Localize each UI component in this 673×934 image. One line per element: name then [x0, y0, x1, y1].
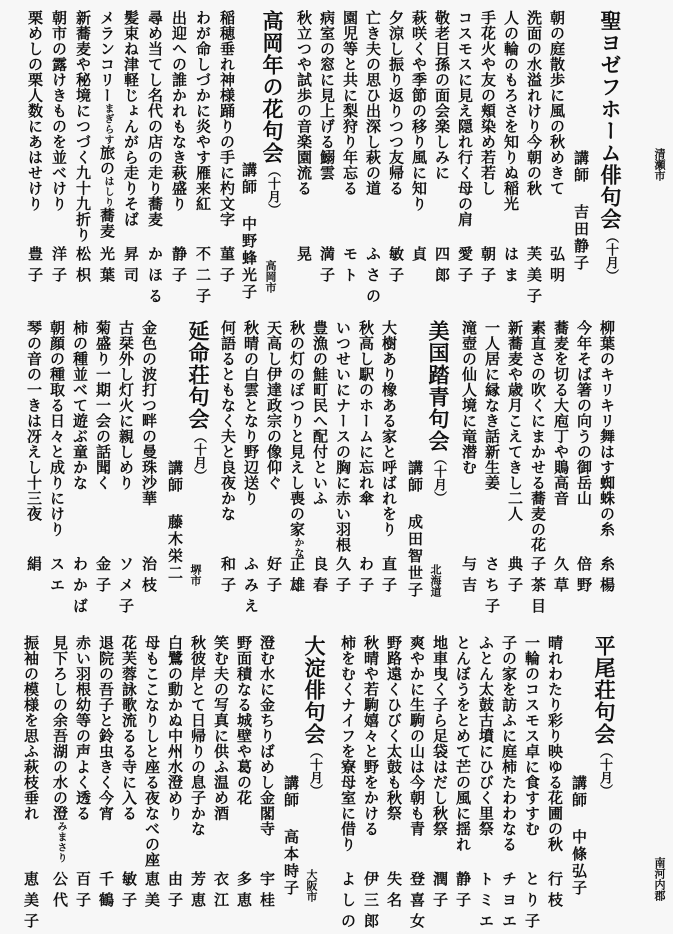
poem-text: 見下ろしの余吾湖の水の澄 — [51, 635, 69, 821]
poem-ruby: はしり — [102, 176, 113, 208]
teacher-label: 講師 — [572, 150, 590, 184]
band-bottom — [0, 635, 673, 934]
poem — [138, 320, 160, 598]
title-month: （十月） — [603, 230, 618, 282]
teacher-name: 吉田静子 — [572, 204, 590, 272]
poem-author: 豊子 — [26, 246, 44, 288]
poem-author: トミエ — [477, 871, 495, 934]
poem-author: ふみえ — [242, 556, 260, 619]
poem-text: 大樹あり橡ある家と呼ばれをり — [380, 320, 398, 537]
poem-text: 柿をむくナイフを寮母室に借り — [339, 635, 357, 852]
section-title-oyodo — [300, 635, 328, 797]
teacher-line — [568, 775, 590, 897]
teacher-line — [164, 460, 186, 582]
poem-text: 子の家を訪ふに庭柿たわわなる — [500, 635, 518, 852]
poem-text: 萩咲くや季節の移り風に知り — [410, 10, 428, 212]
teacher-line — [238, 162, 260, 301]
poem-text: 蕎麦 — [98, 207, 116, 239]
poem — [69, 320, 91, 619]
poem-author: 恵美 — [143, 871, 161, 913]
poem-author: 晃 — [295, 246, 313, 267]
poem — [527, 320, 549, 619]
poem-author: 行枝 — [546, 871, 564, 913]
poem-author: 倍野 — [575, 556, 593, 598]
poem-author: 敏子 — [387, 246, 405, 288]
poem-author: 宇桂 — [258, 871, 276, 913]
poem-author: わかば — [71, 556, 89, 619]
poem — [263, 320, 285, 598]
poem-text: 柿の種並べて遊ぶ童かな — [71, 320, 89, 491]
poem — [72, 635, 94, 913]
poem-text: 秋立つや試歩の音楽園流る — [295, 10, 313, 196]
poem-author: 不二子 — [194, 246, 212, 309]
poem — [49, 635, 71, 913]
poem — [120, 10, 142, 288]
poem — [596, 320, 618, 598]
teacher-name: 中條弘子 — [570, 829, 588, 897]
poem-text: コスモスに見え隠れ行く母の肩 — [456, 10, 474, 227]
poem-text: 菊盛り一期一会の話聞く — [94, 320, 112, 491]
poem — [164, 635, 186, 913]
poem — [216, 10, 238, 288]
title-month: （十月） — [265, 164, 280, 216]
poem — [406, 635, 428, 934]
poem-small: かな — [292, 537, 303, 558]
poem — [573, 320, 595, 598]
poem — [544, 635, 566, 913]
band-middle — [0, 320, 673, 620]
poem-text: 秋晴の白雲となり野辺送り — [242, 320, 260, 506]
poem-author: よしの — [339, 871, 357, 934]
poem-text: 振袖の模様を思ふ萩枝垂れ — [22, 635, 40, 821]
poem — [141, 635, 163, 913]
place-label: 南河内郡 — [653, 857, 666, 901]
poem-author: 与吉 — [460, 556, 478, 598]
poem-author: 敏子 — [120, 871, 138, 913]
poem-author: 失名 — [385, 871, 403, 913]
poem-text: 何語るともなく夫と良夜かな — [219, 320, 237, 522]
poem-author: 良春 — [311, 556, 329, 598]
place-label: 大阪市 — [305, 869, 318, 902]
poem-author: 伊三郎 — [362, 871, 380, 934]
section-title-takaoka — [258, 10, 286, 216]
poem — [23, 320, 45, 577]
poem — [168, 10, 190, 288]
poem-text: 尋め当てし名代の店の走り蕎麦 — [146, 10, 164, 227]
poem-author: 久草 — [552, 556, 570, 598]
teacher-name: 成田智世子 — [406, 514, 424, 599]
poem — [550, 320, 572, 598]
poem — [454, 10, 476, 288]
poem-author: 静子 — [170, 246, 188, 288]
place-label: 北海道 — [429, 564, 442, 597]
poem-author: ソメ子 — [117, 556, 135, 619]
poem-author: 和子 — [219, 556, 237, 598]
poem-text: 退院の吾子と鈴虫きく今宵 — [97, 635, 115, 821]
poem-text: 地車曳く子ら足袋はだし秋祭 — [431, 635, 449, 837]
poem-text: 洗面の水溢れけり今朝の秋 — [525, 10, 543, 196]
poem-ruby: まぎらす — [102, 103, 113, 145]
teacher-line — [404, 460, 426, 599]
poem-author: 金子 — [94, 556, 112, 598]
poem-author: 満子 — [318, 246, 336, 288]
poem — [187, 635, 209, 913]
place-label: 堺市 — [189, 564, 202, 586]
poem-text: 秋晴や若駒嬉々と野をかける — [362, 635, 380, 837]
poem-author: 多恵 — [235, 871, 253, 913]
poem-author: 弘明 — [548, 246, 566, 288]
poem-text: 手花火や友の頬染め若若し — [479, 10, 497, 196]
poem — [332, 320, 354, 598]
poem — [115, 320, 137, 619]
section-title-enmeiso — [184, 320, 212, 482]
poem — [309, 320, 331, 598]
poem — [95, 635, 117, 913]
poem-text: 稲穂垂れ神様踊りの手に杓文字 — [218, 10, 236, 227]
poem — [452, 635, 474, 913]
poem — [118, 635, 140, 913]
teacher-label: 講師 — [570, 775, 588, 809]
poem-small: みまさり — [55, 821, 66, 863]
poem-author: 子茶目 — [529, 556, 547, 619]
poem — [360, 635, 382, 934]
poem — [429, 635, 451, 913]
poem-text: 亡き夫の思ひ出深し萩の道 — [364, 10, 382, 196]
poem — [431, 10, 453, 288]
poem — [475, 635, 497, 934]
poem — [92, 320, 114, 598]
poem-text: わが命しづかに炎やす雁来紅 — [194, 10, 212, 212]
poem-author: 愛子 — [456, 246, 474, 288]
poem — [240, 320, 262, 619]
teacher-label: 講師 — [282, 775, 300, 809]
poem — [316, 10, 338, 288]
poem-text: いつせいにナースの胸に赤い羽根 — [334, 320, 352, 553]
poem-text: 野路遠くひびく太鼓も秋祭 — [385, 635, 403, 821]
poem-text: 晴れわたり彩り映ゆる花圃の秋 — [546, 635, 564, 852]
poem-author: 絹 — [25, 556, 43, 577]
poem-text: 旅の — [98, 145, 116, 176]
poem-text: 秋高し駅のホームに忘れ傘 — [357, 320, 375, 506]
poem-author: さち子 — [483, 556, 501, 619]
poem-text: 金色の波打つ畔の曼珠沙華 — [140, 320, 158, 506]
teacher-line — [570, 150, 592, 272]
poem-author: スエ — [48, 556, 66, 598]
poem-text: 朝顔の種取る日々と成りにけり — [48, 320, 66, 537]
teacher-line — [280, 775, 302, 897]
poem-text: 素直さの吹くにまかせる蕎麦の花 — [529, 320, 547, 553]
poem — [408, 10, 430, 267]
poem-author: 洋子 — [50, 246, 68, 288]
poem-author: 正雄 — [288, 556, 306, 598]
poem-text: 白鷺の動かぬ中州水澄めり — [166, 635, 184, 821]
poem — [96, 10, 118, 288]
poem-author: 久子 — [334, 556, 352, 598]
poem-text: メランコリー — [98, 10, 116, 103]
poem — [504, 320, 526, 598]
place-label: 高岡市 — [264, 260, 277, 293]
teacher-label: 講師 — [166, 460, 184, 494]
poem-text: 園児等と共に梨狩り年忘る — [341, 10, 359, 196]
poem — [385, 10, 407, 288]
poem-author: 四郎 — [433, 246, 451, 288]
section-title-hiraoso — [590, 635, 618, 797]
poem-author: チヨエ — [500, 871, 518, 934]
poem-author: 典子 — [506, 556, 524, 598]
poem-text: 栗めしの栗人数にあはせけり — [26, 10, 44, 212]
poem-author: はま — [502, 246, 520, 288]
poem-text: 一人居に縁なき話新生姜 — [483, 320, 501, 491]
poem-text: 人の輪のもろさを知りぬ稲光 — [502, 10, 520, 212]
title-month: （十月） — [307, 745, 322, 797]
poem-text: 豊漁の鮭町民へ配付といふ — [311, 320, 329, 506]
poem-text: 髪束ね津軽じょんがら走りそば — [122, 10, 140, 227]
poem — [48, 10, 70, 288]
poem-author: 朝子 — [479, 246, 497, 288]
poem-author: モト — [341, 246, 359, 288]
poem-text: 敬老日孫の面会楽しみに — [433, 10, 451, 181]
poem-author: 昇司 — [122, 246, 140, 288]
poem — [477, 10, 499, 288]
poem — [458, 320, 480, 598]
title-month: （十月） — [597, 745, 612, 797]
poem-author: 芙美子 — [525, 246, 543, 309]
poem-author: 潤子 — [431, 871, 449, 913]
band-top — [0, 10, 673, 310]
poem-text: 朝市の露けきものを並べけり — [50, 10, 68, 212]
poem — [546, 10, 568, 288]
poem — [378, 320, 400, 598]
teacher-label: 講師 — [240, 162, 258, 196]
title-text: 延命荘句会 — [186, 320, 210, 430]
poem-author: 由子 — [166, 871, 184, 913]
poem — [24, 10, 46, 288]
teacher-name: 中野蜂光子 — [240, 216, 258, 301]
poem — [355, 320, 377, 598]
teacher-name: 藤木栄二 — [166, 514, 184, 582]
poem-text: 母もここなりしと座る夜なべの座 — [143, 635, 161, 868]
poem-author: 芳恵 — [189, 871, 207, 913]
poem — [337, 635, 359, 934]
poem — [523, 10, 545, 309]
poem-author: ふさの — [364, 246, 382, 309]
poem — [521, 635, 543, 934]
poem-text: 柳葉のキリキリ舞はす蜘蛛の糸 — [598, 320, 616, 537]
title-month: （十月） — [431, 452, 446, 504]
poem — [217, 320, 239, 598]
title-text: 美国踏青句会 — [426, 320, 450, 452]
poem-author: とり子 — [523, 871, 541, 934]
poem-author: 糸楊 — [598, 556, 616, 598]
poem-text: とんぼうをとめて芒の風に揺れ — [454, 635, 472, 852]
poem-text: 澄む水に金ちりばめし金閣寺 — [258, 635, 276, 837]
poem-text: 新蕎麦や歳月こえてきし二人 — [506, 320, 524, 522]
poem-text: 滝壺の仙人境に竜潜む — [460, 320, 478, 475]
poem-author: 百子 — [74, 871, 92, 913]
poem-text: 花芙蓉詠歌流るる寺に入る — [120, 635, 138, 821]
poem-author: 公代 — [51, 871, 69, 913]
poem — [362, 10, 384, 309]
poem-author: 静子 — [454, 871, 472, 913]
poem — [72, 10, 94, 288]
poem-author: 治枝 — [140, 556, 158, 598]
poem-text: 秋の灯のぽつりと見えし喪の家 — [288, 320, 306, 537]
poem — [293, 10, 315, 267]
poem — [256, 635, 278, 913]
poem-author: 光葉 — [98, 246, 116, 288]
poem-text: 今年そば箸の向うの御岳山 — [575, 320, 593, 506]
poem-author: 直子 — [380, 556, 398, 598]
poem-text: 病室の窓に見上げる鰯雲 — [318, 10, 336, 181]
poem-text: 野面積なる城壁や葛の花 — [235, 635, 253, 806]
poem-author: 恵美子 — [22, 871, 40, 934]
poem-text: 秋彼岸とて日帰りの息子かな — [189, 635, 207, 837]
poem-text: 笑む夫の写真に供ふ温め酒 — [212, 635, 230, 821]
poem-text: 天高し伊達政宗の像仰ぐ — [265, 320, 283, 491]
poem-text: 爽やかに生駒の山は今朝も青 — [408, 635, 426, 837]
poem-text: ふとん太鼓古墳にひびく里祭 — [477, 635, 495, 837]
poem — [498, 635, 520, 934]
poem-text: 朝の庭散歩に風の秋めきて — [548, 10, 566, 196]
poem-author: 松枳 — [74, 246, 92, 288]
teacher-label: 講師 — [406, 460, 424, 494]
poem-author: 衣江 — [212, 871, 230, 913]
poem — [210, 635, 232, 913]
section-title-bikoku — [424, 320, 452, 504]
poem-text: 出迎への誰かれもなき萩盛り — [170, 10, 188, 212]
poem-author: 菫子 — [218, 246, 236, 288]
place-label: 清瀬市 — [653, 148, 666, 181]
poem — [192, 10, 214, 309]
poem-text: 新蕎麦や秘境につづく九十九折り — [74, 10, 92, 243]
poem — [20, 635, 42, 934]
poem-text: 琴の音の一きは冴えし十三夜 — [25, 320, 43, 522]
title-text: 平尾荘句会 — [592, 635, 616, 745]
poem-text: 蕎麦を切る大庖丁や鵙高音 — [552, 320, 570, 506]
poem-author: 好子 — [265, 556, 283, 598]
poem-text: 夕涼し振り返りつつ友帰る — [387, 10, 405, 196]
poem-author: 千鶴 — [97, 871, 115, 913]
title-text: 高岡年の花句会 — [260, 10, 284, 164]
poem-text: 一輪のコスモス卓に食すすむ — [523, 635, 541, 837]
poem-author: わ子 — [357, 556, 375, 598]
section-title-seijosefu — [596, 10, 624, 282]
title-text: 大淀俳句会 — [302, 635, 326, 745]
poem-author: かほる — [146, 246, 164, 309]
poem-text: 赤い羽根幼等の声よく透る — [74, 635, 92, 821]
title-text: 聖ヨゼフホーム俳句会 — [598, 10, 622, 230]
poem — [286, 320, 308, 598]
poem — [383, 635, 405, 913]
title-month: （十月） — [191, 430, 206, 482]
poem — [144, 10, 166, 309]
poem — [233, 635, 255, 913]
teacher-name: 高本時子 — [282, 829, 300, 897]
poem — [46, 320, 68, 598]
poem — [339, 10, 361, 288]
poem-author: 貞 — [410, 246, 428, 267]
poem-text: 古栞外し灯火に親しめり — [117, 320, 135, 491]
poem-author: 登喜女 — [408, 871, 426, 934]
poem — [500, 10, 522, 288]
poem — [481, 320, 503, 619]
